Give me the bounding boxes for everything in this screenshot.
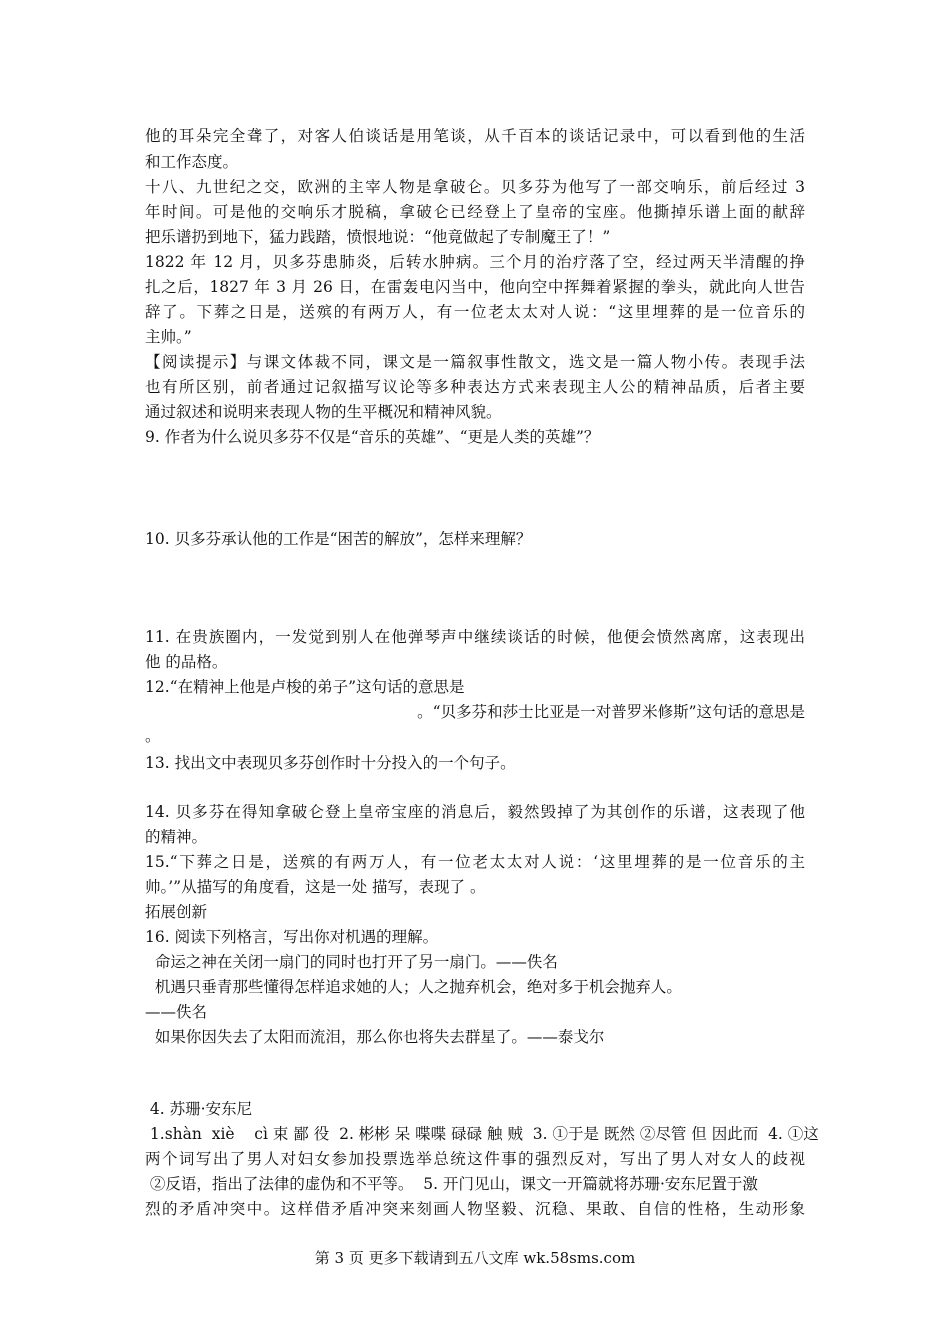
quote-line: 机遇只垂青那些懂得怎样追求她的人；人之抛弃机会，绝对多于机会抛弃人。 [145, 978, 682, 996]
reading-tip-line: 【阅读提示】与课文体裁不同，课文是一篇叙事性散文，选文是一篇人物小传。表现手法 [145, 353, 805, 371]
text-line: 主帅。” [145, 328, 192, 346]
question-13: 13. 找出文中表现贝多芬创作时十分投入的一个句子。 [145, 754, 516, 772]
lesson-heading: 4. 苏珊·安东尼 [145, 1100, 253, 1118]
section-heading: 拓展创新 [145, 903, 208, 921]
question-12-blank: 。“贝多芬和莎士比亚是一对普罗米修斯”这句话的意思是 [417, 703, 805, 721]
text-line: 1822 年 12 月，贝多芬患肺炎，后转水肿病。三个月的治疗落了空，经过两天半清醒的挣 [145, 253, 805, 271]
question-16: 16. 阅读下列格言，写出你对机遇的理解。 [145, 928, 439, 946]
text-line: 辞了。下葬之日是，送殡的有两万人，有一位老太太对人说：“这里埋葬的是一位音乐的 [145, 303, 805, 321]
text-line: 十八、九世纪之交，欧洲的主宰人物是拿破仑。贝多芬为他写了一部交响乐，前后经过 3 [145, 178, 805, 196]
answer-line: 1.shàn xiè cì 束 鄙 役 2. 彬彬 呆 喋喋 碌碌 触 贼 3. ①于是 既然 ②尽管 但 因此而 4. ①这 [145, 1125, 819, 1143]
text-line: 扎之后，1827 年 3 月 26 日，在雷轰电闪当中，他向空中挥舞着紧握的拳头，就此向人世告 [145, 278, 805, 296]
text-line: 把乐谱扔到地下，猛力践踏，愤恨地说：“他竟做起了专制魔王了！” [145, 228, 611, 246]
answer-line: 两个词写出了男人对妇女参加投票选举总统这件事的强烈反对，写出了男人对女人的歧视 [145, 1150, 805, 1168]
question-15: 15.“下葬之日是，送殡的有两万人，有一位老太太对人说：‘这里埋葬的是一位音乐的主 [145, 853, 805, 871]
question-14-end: 的精神。 [145, 828, 208, 846]
text-line: 他的耳朵完全聋了，对客人伯谈话是用笔谈，从千百本的谈话记录中，可以看到他的生活 [145, 127, 805, 145]
quote-line: 命运之神在关闭一扇门的同时也打开了另一扇门。——佚名 [145, 953, 558, 971]
question-12: 12.“在精神上他是卢梭的弟子”这句话的意思是 [145, 678, 465, 696]
page-footer: 第 3 页 更多下载请到五八文库 wk.58sms.com [314, 1249, 636, 1267]
question-9: 9. 作者为什么说贝多芬不仅是“音乐的英雄”、“更是人类的英雄”？ [145, 428, 600, 446]
quote-attribution: ——佚名 [145, 1003, 208, 1021]
question-12-end: 。 [145, 727, 161, 745]
text-line: 年时间。可是他的交响乐才脱稿，拿破仑已经登上了皇帝的宝座。他撕掉乐谱上面的献辞 [145, 203, 805, 221]
question-11-blank: 他 的品格。 [145, 653, 228, 671]
answer-line: ②反语，指出了法律的虚伪和不平等。 5. 开门见山，课文一开篇就将苏珊·安东尼置于激 [145, 1175, 758, 1193]
reading-tip-line: 也有所区别，前者通过记叙描写议论等多种表达方式来表现主人公的精神品质，后者主要 [145, 378, 805, 396]
reading-tip-line: 通过叙述和说明来表现人物的生平概况和精神风貌。 [145, 403, 502, 421]
text-line: 和工作态度。 [145, 153, 239, 171]
question-11: 11. 在贵族圈内，一发觉到别人在他弹琴声中继续谈话的时候，他便会愤然离席，这表现出 [145, 628, 805, 646]
question-14: 14. 贝多芬在得知拿破仑登上皇帝宝座的消息后，毅然毁掉了为其创作的乐谱，这表现了他 [145, 803, 805, 821]
question-10: 10. 贝多芬承认他的工作是“困苦的解放”，怎样来理解？ [145, 530, 532, 548]
quote-line: 如果你因失去了太阳而流泪，那么你也将失去群星了。——泰戈尔 [145, 1028, 605, 1046]
answer-line: 烈的矛盾冲突中。这样借矛盾冲突来刻画人物坚毅、沉稳、果敢、自信的性格，生动形象 [145, 1200, 805, 1218]
question-15-blank: 帅。’”从描写的角度看，这是一处 描写，表现了 。 [145, 878, 486, 896]
